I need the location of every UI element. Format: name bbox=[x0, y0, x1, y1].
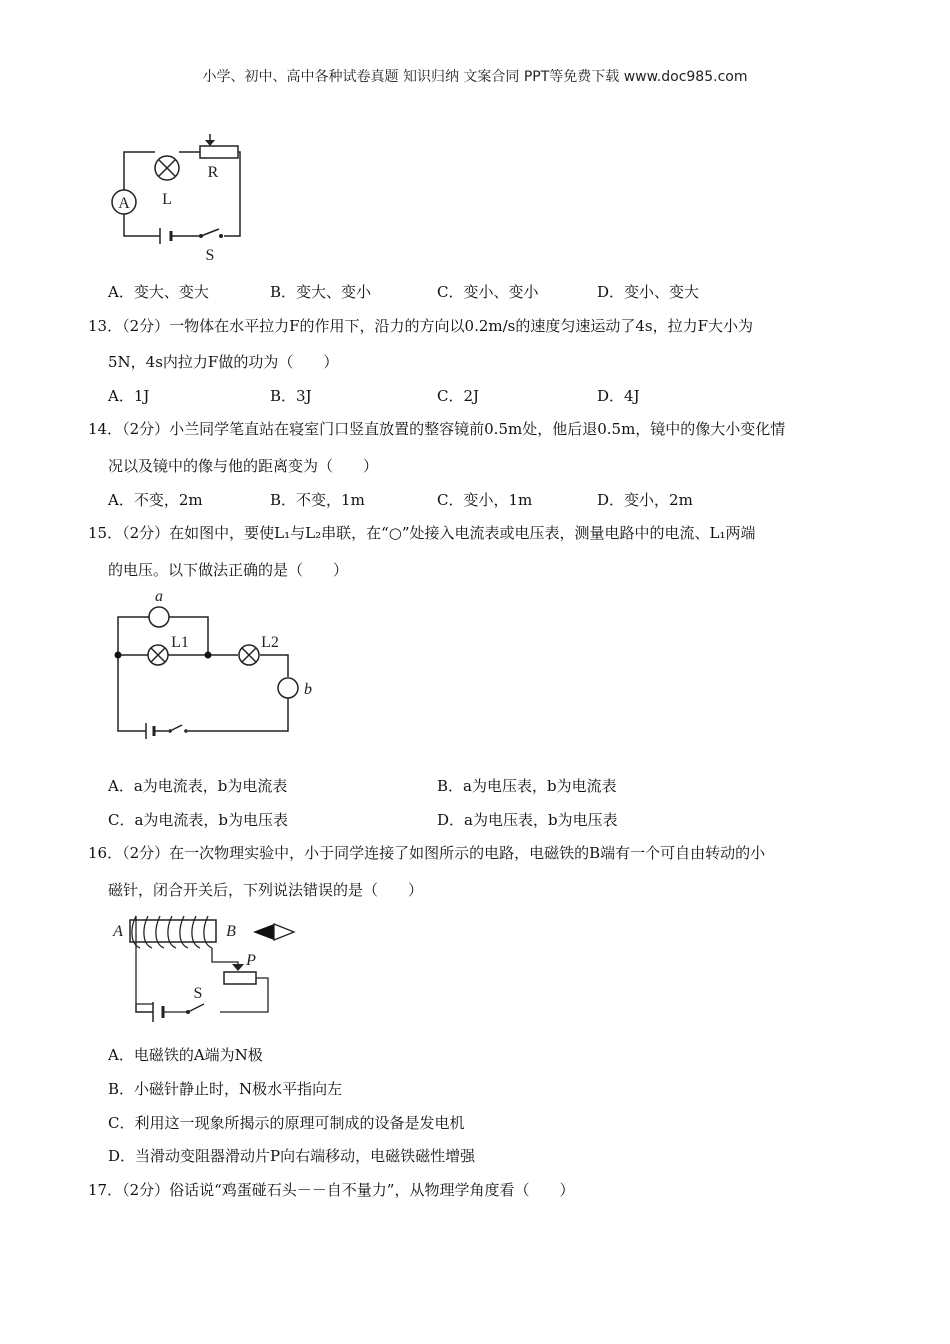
page-header: 小学、初中、高中各种试卷真题 知识归纳 文案合同 PPT等免费下载 www.doc985.com bbox=[202, 69, 748, 85]
q16-option-b: B．小磁针静止时，N极水平指向左 bbox=[108, 1080, 343, 1098]
circuit-figure-q12 bbox=[100, 140, 260, 265]
slider-p-label: P bbox=[246, 952, 256, 969]
q17-stem-line1: 17．（2分）俗话说“鸡蛋碰石头－－自不量力”，从物理学角度看（ ） bbox=[88, 1181, 575, 1199]
switch-s-label: S bbox=[193, 985, 203, 1002]
lamp-l1-label: L1 bbox=[171, 634, 189, 651]
q15-option-b: B．a为电压表，b为电流表 bbox=[437, 777, 617, 795]
meter-a-label: a bbox=[155, 588, 163, 605]
q13-stem-line2: 5N，4s内拉力F做的功为（ ） bbox=[108, 353, 339, 371]
q13-option-d: D．4J bbox=[597, 387, 640, 405]
q16-option-d: D．当滑动变阻器滑动片P向右端移动，电磁铁磁性增强 bbox=[108, 1147, 476, 1165]
lamp-label: L bbox=[162, 191, 172, 208]
q14-stem-line1: 14．（2分）小兰同学笔直站在寝室门口竖直放置的整容镜前0.5m处，他后退0.5m，镜中的像大小变化情 bbox=[88, 420, 786, 438]
q15-option-c: C．a为电流表，b为电压表 bbox=[108, 811, 289, 829]
q13-option-c: C．2J bbox=[437, 387, 480, 405]
switch-label: S bbox=[205, 247, 215, 264]
q16-stem-line1: 16．（2分）在一次物理实验中，小于同学连接了如图所示的电路，电磁铁的B端有一个可自由转动的小 bbox=[88, 844, 766, 862]
q16-option-a: A．电磁铁的A端为N极 bbox=[108, 1046, 263, 1064]
q14-option-a: A．不变，2m bbox=[108, 491, 203, 509]
q16-stem-line2: 磁针，闭合开关后，下列说法错误的是（ ） bbox=[108, 881, 424, 899]
q15-option-a: A．a为电流表，b为电流表 bbox=[108, 777, 288, 795]
end-b-label: B bbox=[226, 923, 236, 940]
q12-option-a: A．变大、变大 bbox=[108, 283, 209, 301]
ammeter-label: A bbox=[118, 195, 130, 212]
meter-b-label: b bbox=[304, 681, 312, 698]
rheostat-label: R bbox=[207, 164, 219, 181]
q14-option-d: D．变小，2m bbox=[597, 491, 693, 509]
q14-stem-line2: 况以及镜中的像与他的距离变为（ ） bbox=[108, 457, 379, 475]
q13-option-b: B．3J bbox=[270, 387, 312, 405]
q15-stem-line2: 的电压。以下做法正确的是（ ） bbox=[108, 561, 349, 579]
circuit-figure-q15 bbox=[110, 585, 325, 745]
q12-option-c: C．变小、变小 bbox=[437, 283, 539, 301]
q14-option-b: B．不变，1m bbox=[270, 491, 365, 509]
q15-stem-line1: 15．（2分）在如图中，要使L₁与L₂串联，在“○”处接入电流表或电压表，测量电路中的电流、L₁两端 bbox=[88, 524, 756, 542]
q13-option-a: A．1J bbox=[108, 387, 150, 405]
q12-option-b: B．变大、变小 bbox=[270, 283, 372, 301]
q15-option-d: D．a为电压表，b为电压表 bbox=[437, 811, 618, 829]
electromagnet-figure-q16 bbox=[108, 908, 308, 1028]
q13-stem-line1: 13．（2分）一物体在水平拉力F的作用下，沿力的方向以0.2m/s的速度匀速运动了4s，拉力F大小为 bbox=[88, 317, 754, 335]
q14-option-c: C．变小，1m bbox=[437, 491, 533, 509]
lamp-l2-label: L2 bbox=[261, 634, 279, 651]
q16-option-c: C．利用这一现象所揭示的原理可制成的设备是发电机 bbox=[108, 1114, 465, 1132]
end-a-label: A bbox=[113, 923, 123, 940]
q12-option-d: D．变小、变大 bbox=[597, 283, 700, 301]
